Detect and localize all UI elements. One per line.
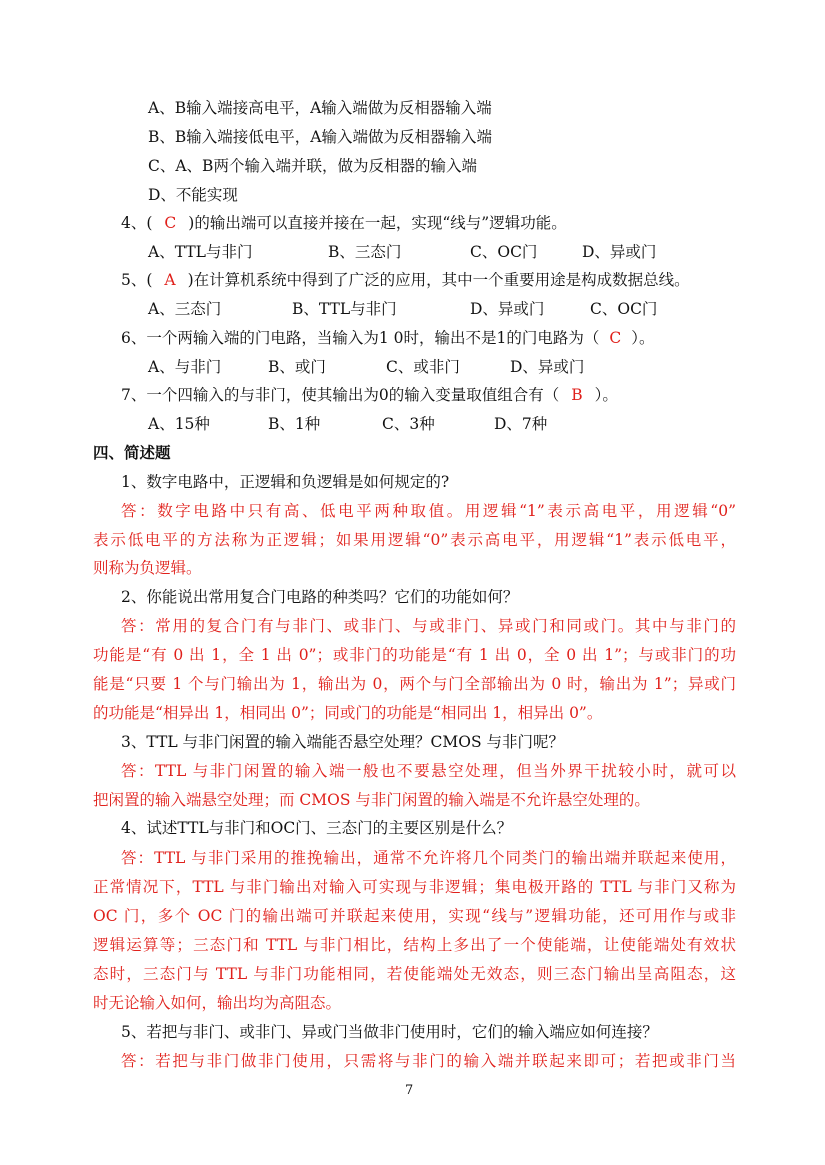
option: D、异或门 bbox=[510, 358, 585, 376]
question-answer: C bbox=[609, 329, 622, 347]
answer-line: 把闲置的输入端悬空处理；而 CMOS 与非门闲置的输入端是不允许悬空处理的。 bbox=[93, 791, 650, 809]
option: D、7种 bbox=[494, 415, 548, 433]
question-7 bbox=[121, 385, 618, 405]
short-question-2: 2、你能说出常用复合门电路的种类吗？它们的功能如何？ bbox=[121, 588, 519, 606]
question-prefix: 7、一个四输入的与非门，使其输出为0的输入变量取值组合有（ bbox=[121, 386, 560, 404]
option: C、OC门 bbox=[590, 300, 658, 318]
option-line: B、B输入端接低电平，A输入端做为反相器输入端 bbox=[148, 128, 492, 146]
short-question-4: 4、试述TTL与非门和OC门、三态门的主要区别是什么？ bbox=[121, 819, 513, 837]
answer-line: 答：数字电路中只有高、低电平两种取值。用逻辑“1”表示高电平，用逻辑“0” bbox=[121, 502, 736, 520]
question-suffix: ）。 bbox=[594, 386, 618, 404]
answer-line: 正常情况下，TTL 与非门输出对输入可实现与非逻辑；集电极开路的 TTL 与非门又称为 bbox=[93, 878, 736, 896]
answer-line: 态时，三态门与 TTL 与非门功能相同，若使能端处无效态，则三态门输出呈高阻态，这 bbox=[93, 965, 736, 983]
option: D、异或门 bbox=[582, 243, 657, 261]
short-question-3: 3、TTL 与非门闲置的输入端能否悬空处理？CMOS 与非门呢？ bbox=[121, 733, 565, 751]
question-suffix: )的输出端可以直接并接在一起，实现“线与”逻辑功能。 bbox=[188, 214, 567, 232]
answer-line: 功能是“有 0 出 1，全 1 出 0”；或非门的功能是“有 1 出 0，全 0 出 1”；与或非门的功 bbox=[93, 646, 736, 664]
answer-line: 答：TTL 与非门闲置的输入端一般也不要悬空处理，但当外界干扰较小时，就可以 bbox=[121, 762, 736, 780]
answer-line: OC 门，多个 OC 门的输出端可并联起来使用，实现“线与”逻辑功能，还可用作与或非 bbox=[93, 907, 736, 925]
short-question-1: 1、数字电路中，正逻辑和负逻辑是如何规定的? bbox=[121, 473, 450, 491]
option: A、TTL与非门 bbox=[148, 243, 253, 261]
answer-line: 能是“只要 1 个与门输出为 1，输出为 0，两个与门全部输出为 0 时，输出为 1”；异或门 bbox=[93, 675, 736, 693]
question-prefix: 6、一个两输入端的门电路，当输入为1 0时，输出不是1的门电路为（ bbox=[121, 329, 600, 347]
question-4 bbox=[121, 213, 567, 233]
option: B、1种 bbox=[268, 415, 321, 433]
question-answer: A bbox=[164, 271, 176, 289]
option: C、OC门 bbox=[470, 243, 538, 261]
option: B、三态门 bbox=[328, 243, 402, 261]
answer-line: 表示低电平的方法称为正逻辑；如果用逻辑“0”表示高电平，用逻辑“1”表示低电平， bbox=[93, 531, 736, 549]
option-line: D、不能实现 bbox=[148, 186, 238, 204]
option: A、15种 bbox=[148, 415, 210, 433]
option: B、TTL与非门 bbox=[292, 300, 397, 318]
question-prefix: 5、( bbox=[121, 271, 153, 289]
question-6 bbox=[121, 328, 655, 348]
option: A、与非门 bbox=[148, 358, 222, 376]
option: D、异或门 bbox=[470, 300, 545, 318]
option: C、或非门 bbox=[386, 358, 460, 376]
section-title: 四、简述题 bbox=[93, 443, 171, 462]
option-line: A、B输入端接高电平，A输入端做为反相器输入端 bbox=[148, 99, 492, 117]
question-suffix: ）。 bbox=[631, 329, 655, 347]
answer-line: 答：TTL 与非门采用的推挽输出，通常不允许将几个同类门的输出端并联起来使用， bbox=[121, 849, 736, 867]
answer-line: 答：常用的复合门有与非门、或非门、与或非门、异或门和同或门。其中与非门的 bbox=[121, 617, 736, 635]
answer-line: 逻辑运算等；三态门和 TTL 与非门相比，结构上多出了一个使能端，让使能端处有效状 bbox=[93, 936, 736, 954]
answer-line: 的功能是“相异出 1，相同出 0”；同或门的功能是“相同出 1，相异出 0”。 bbox=[93, 704, 603, 722]
page-number: 7 bbox=[405, 1083, 414, 1098]
answer-line: 时无论输入如何，输出均为高阻态。 bbox=[93, 994, 342, 1012]
answer-line: 答：若把与非门做非门使用，只需将与非门的输入端并联起来即可；若把或非门当 bbox=[121, 1052, 736, 1070]
question-answer: C bbox=[164, 214, 177, 232]
question-5 bbox=[121, 270, 690, 290]
question-suffix: )在计算机系统中得到了广泛的应用，其中一个重要用途是构成数据总线。 bbox=[187, 271, 690, 289]
option-line: C、A、B两个输入端并联，做为反相器的输入端 bbox=[148, 157, 477, 175]
question-answer: B bbox=[571, 386, 583, 404]
question-prefix: 4、( bbox=[121, 214, 153, 232]
option: A、三态门 bbox=[148, 300, 222, 318]
option: B、或门 bbox=[268, 358, 326, 376]
answer-line: 则称为负逻辑。 bbox=[93, 559, 202, 577]
short-question-5: 5、若把与非门、或非门、异或门当做非门使用时，它们的输入端应如何连接？ bbox=[121, 1023, 658, 1041]
option: C、3种 bbox=[382, 415, 435, 433]
